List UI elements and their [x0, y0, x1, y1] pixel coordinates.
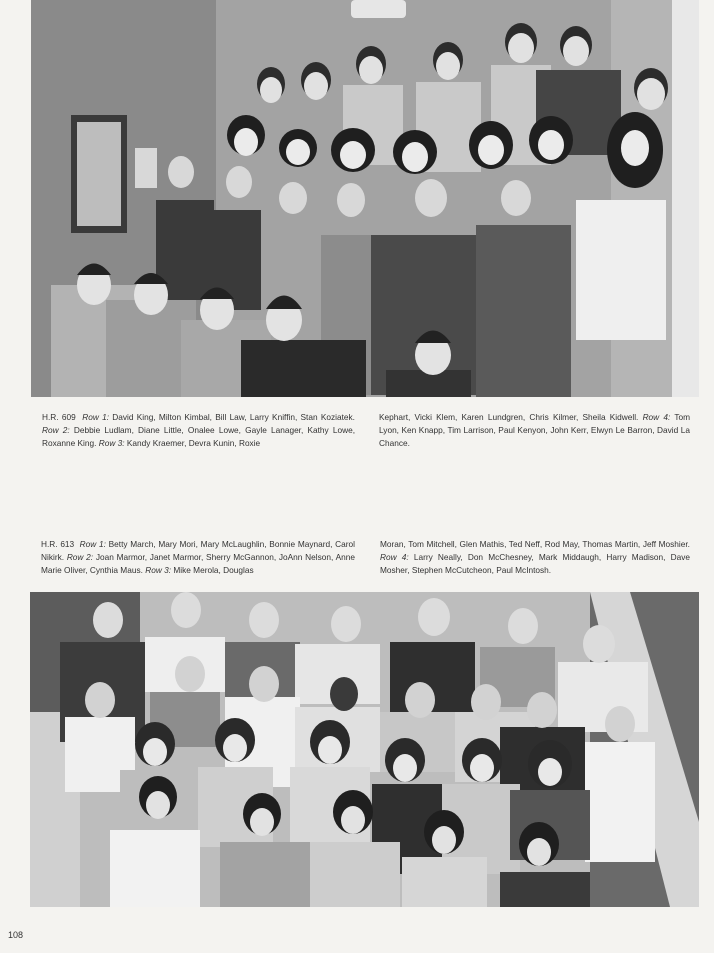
row-names: Debbie Ludlam, Diane Little, Onalee Lowe, Gayle Lanager, Kathy Lowe, Roxanne King. — [42, 425, 355, 449]
caption-hr-609-right — [379, 411, 690, 451]
row-names: David King, Milton Kimbal, Bill Law, Larry Kniffin, Stan Koziatek. — [112, 412, 355, 422]
row-label: Row 2: — [66, 552, 94, 563]
row-names: Joan Marmor, Janet Marmor, Sherry McGannon, JoAnn Nelson, Anne Marie Oliver, Cynthia Maus. — [41, 552, 355, 576]
row-names: Kephart, Vicki Klem, Karen Lundgren, Chris Kilmer, Sheila Kidwell. — [379, 412, 639, 422]
row-names: Kandy Kraemer, Devra Kunin, Roxie — [126, 438, 261, 449]
row-label: Row 4: — [380, 552, 409, 563]
row-label: Row 4: — [642, 412, 671, 422]
row-names: Moran, Tom Mitchell, Glen Mathis, Ted Neff, Rod May, Thomas Martin, Jeff Moshier. — [380, 539, 690, 549]
row-names: Larry Neally, Don McChesney, Mark Middaugh, Harry Madison, Dave Mosher, Stephen McCutcheon, Paul McIntosh. — [380, 552, 690, 576]
class-photo-hr-609 — [31, 0, 699, 397]
homeroom-label: H.R. 613 — [41, 539, 75, 549]
row-label: Row 2: — [42, 425, 70, 436]
caption-hr-613-left — [41, 538, 355, 578]
class-photo-hr-613 — [30, 592, 699, 907]
caption-hr-609-left — [42, 411, 355, 451]
row-label: Row 3: — [98, 438, 125, 449]
row-names: Betty March, Mary Mori, Mary McLaughlin, Bonnie Maynard, Carol Nikirk. — [41, 539, 355, 563]
caption-hr-613-right — [380, 538, 690, 578]
page-number: 108 — [8, 930, 24, 940]
row-label: Row 1: — [82, 412, 110, 422]
row-names: Mike Merola, Douglas — [173, 565, 254, 576]
row-label: Row 3: — [145, 565, 172, 576]
row-label: Row 1: — [79, 539, 106, 549]
homeroom-label: H.R. 609 — [42, 412, 76, 422]
row-names: Tom Lyon, Ken Knapp, Tim Larrison, Paul Kenyon, John Kerr, Elwyn Le Barron, David La Chance. — [379, 412, 691, 449]
